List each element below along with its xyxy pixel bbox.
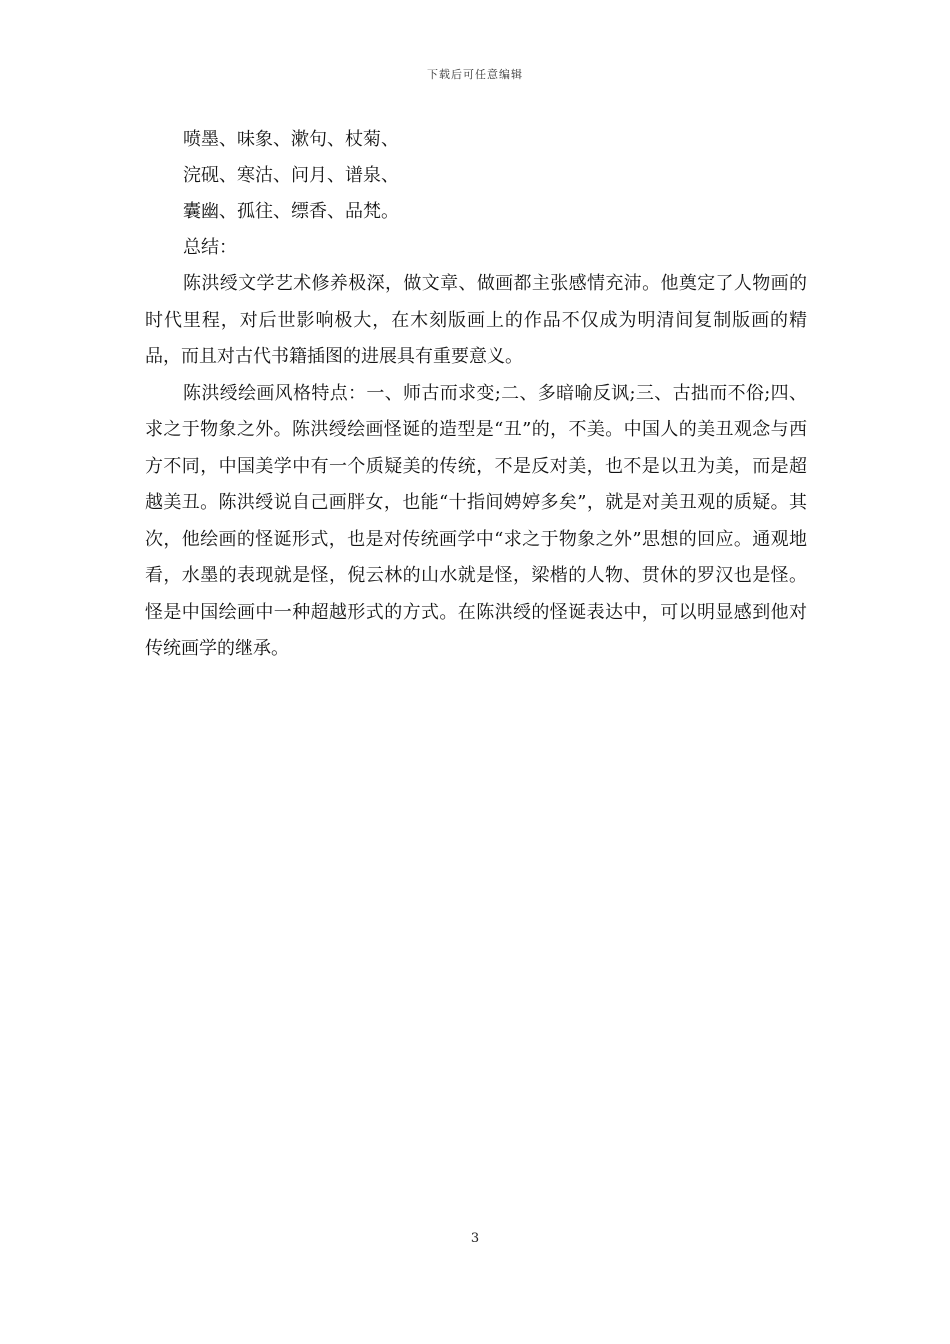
summary-label: 总结： — [183, 237, 237, 258]
paragraph: 陈洪绶文学艺术修养极深，做文章、做画都主张感情充沛。他奠定了人物画的时代里程，对后世影响极大，在木刻版画上的作品不仅成为明清间复制版画的精品，而且对古代书籍插图的进展具有重要意义。 — [145, 273, 807, 367]
paragraph: 陈洪绶绘画风格特点：一、师古而求变;二、多暗喻反讽;三、古拙而不俗;四、求之于物象之外。陈洪绶绘画怪诞的造型是“丑”的，不美。中国人的美丑观念与西方不同，中国美学中有一个质疑美的传统，不是反对美，也不是以丑为美，而是超越美丑。陈洪绶说自己画胖女，也能“十指间娉婷多矣”，就是对美丑观的质疑。其次，他绘画的怪诞形式，也是对传统画学中“求之于物象之外”思想的回应。通观地看，水墨的表现就是怪，倪云林的山水就是怪，梁楷的人物、贯休的罗汉也是怪。怪是中国绘画中一种超越形式的方式。在陈洪绶的怪诞表达中，可以明显感到他对传统画学的继承。 — [145, 382, 807, 659]
list-line: 囊幽、孤往、缥香、品梵。 — [183, 201, 399, 222]
list-line: 浣砚、寒沽、问月、谱泉、 — [183, 165, 399, 186]
document-body — [145, 122, 807, 668]
list-line: 喷墨、味象、漱句、杖菊、 — [183, 129, 399, 150]
page-header-note: 下载后可任意编辑 — [427, 68, 523, 81]
page-number: 3 — [470, 1231, 480, 1246]
